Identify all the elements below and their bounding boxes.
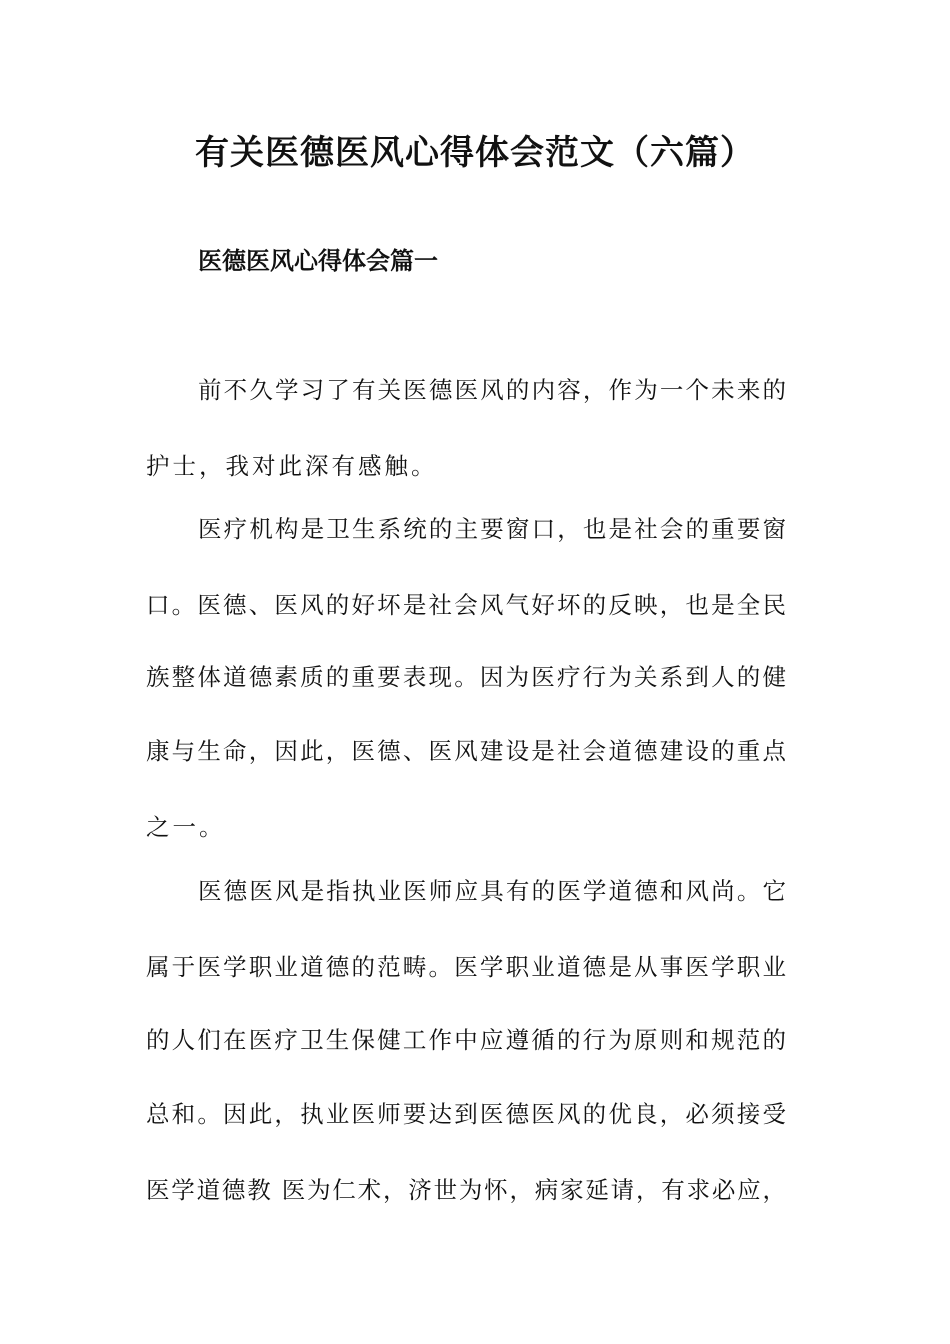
text-line: 的人们在医疗卫生保健工作中应遵循的行为原则和规范的 bbox=[146, 1026, 786, 1054]
text-line: 之一。 bbox=[146, 813, 226, 841]
document-title: 有关医德医风心得体会范文（六篇） bbox=[195, 133, 755, 173]
text-line: 康与生命，因此，医德、医风建设是社会道德建设的重点 bbox=[146, 737, 786, 765]
text-line: 护士，我对此深有感触。 bbox=[146, 452, 438, 480]
section-heading: 医德医风心得体会篇一 bbox=[198, 247, 438, 275]
text-line: 总和。因此，执业医师要达到医德医风的优良，必须接受 bbox=[146, 1100, 786, 1128]
text-line: 族整体道德素质的重要表现。因为医疗行为关系到人的健 bbox=[146, 663, 786, 691]
text-line: 医德医风是指执业医师应具有的医学道德和风尚。它 bbox=[198, 877, 786, 905]
text-line: 属于医学职业道德的范畴。医学职业道德是从事医学职业 bbox=[146, 953, 786, 981]
text-line: 口。医德、医风的好坏是社会风气好坏的反映，也是全民 bbox=[146, 591, 786, 619]
text-line: 医疗机构是卫生系统的主要窗口，也是社会的重要窗 bbox=[198, 515, 786, 543]
text-line: 前不久学习了有关医德医风的内容，作为一个未来的 bbox=[198, 376, 786, 404]
text-line: 医学道德教 医为仁术，济世为怀，病家延请，有求必应， bbox=[146, 1176, 786, 1204]
